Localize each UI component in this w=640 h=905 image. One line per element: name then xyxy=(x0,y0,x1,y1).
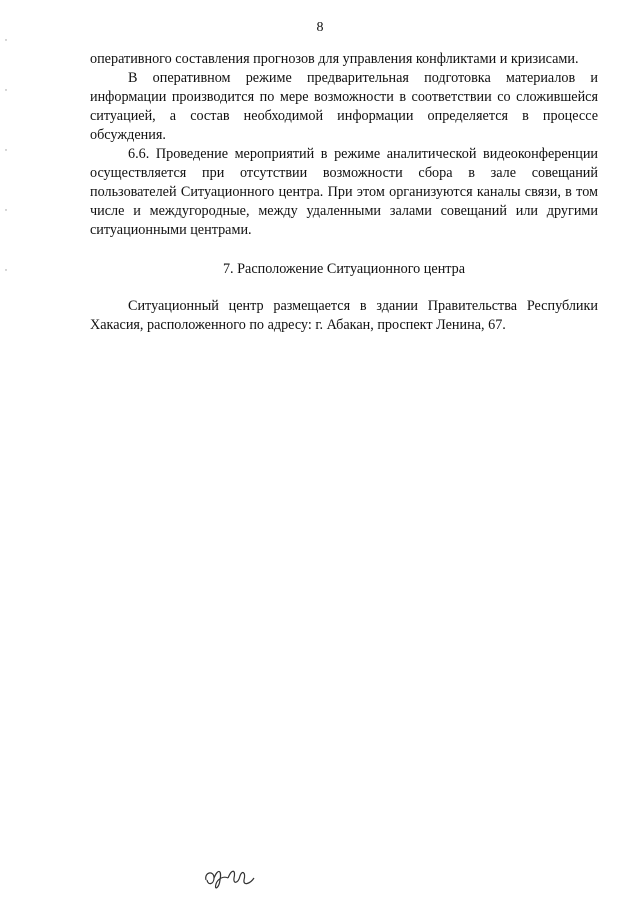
paragraph-continuation: оперативного составления прогнозов для управления конфликтами и кризисами. xyxy=(90,51,579,67)
paragraph-operational-mode: В оперативном режиме предварительная подготовка материалов и информации производится по мере возможности в соответствии со сложившейся ситуацией, а состав необходимой информации определяется в процессе обсуждения. xyxy=(90,70,598,143)
handwritten-initials xyxy=(200,858,260,894)
paragraph-6-6: 6.6. Проведение мероприятий в режиме аналитической видеоконференции осуществляется при отсутствии возможности сбора в зале совещаний пользователей Ситуационного центра. При этом организуются каналы связи, в том числе и междугородные, между удаленными залами совещаний или другими ситуационными центрами. xyxy=(90,146,598,238)
scan-edge-marks xyxy=(4,30,8,330)
page-number: 8 xyxy=(316,20,324,35)
document-body xyxy=(90,50,598,335)
paragraph-location: Ситуационный центр размещается в здании Правительства Республики Хакасия, расположенного по адресу: г. Абакан, проспект Ленина, 67. xyxy=(90,298,598,333)
section-heading-7: 7. Расположение Ситуационного центра xyxy=(222,261,466,277)
